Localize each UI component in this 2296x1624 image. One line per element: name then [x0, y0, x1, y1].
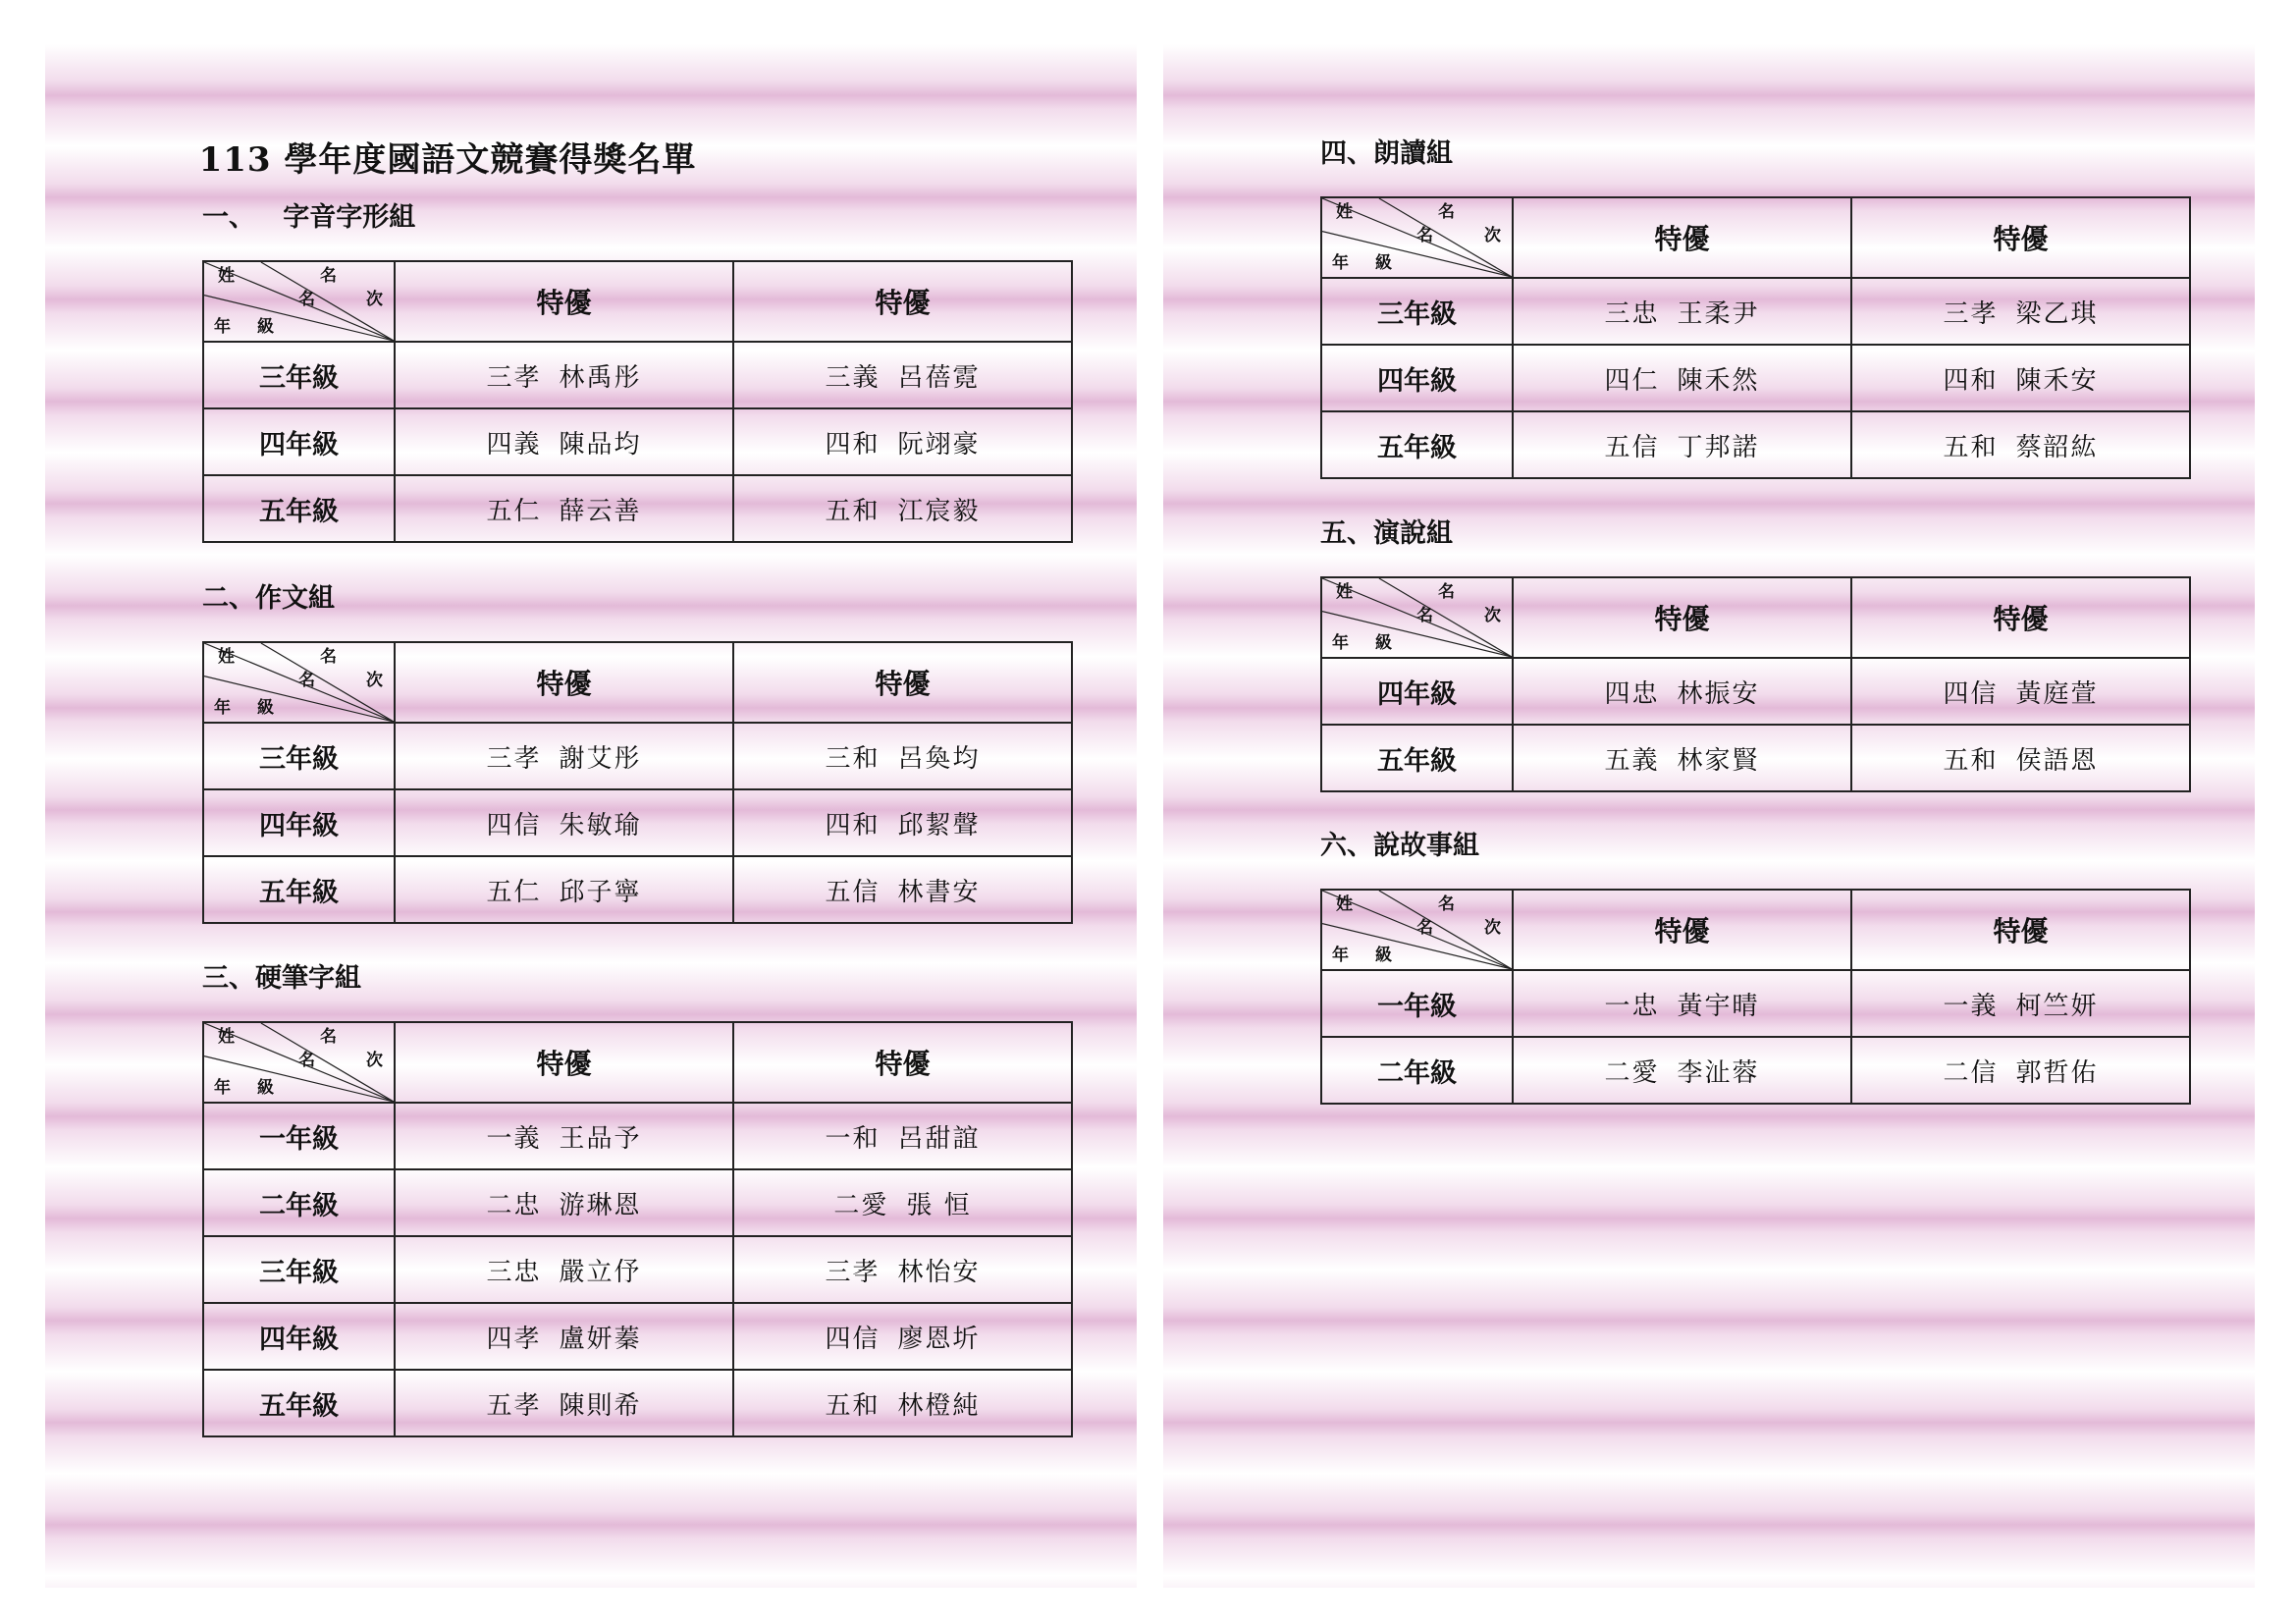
winner-cell	[1851, 345, 2190, 411]
awards-table	[1320, 889, 2191, 1105]
table-row	[1321, 278, 2190, 345]
table-row	[203, 1303, 1072, 1370]
winner-class: 四和	[825, 429, 881, 460]
section-composition	[202, 582, 1071, 924]
winner-cell	[733, 475, 1072, 542]
section-title: 五、演說組	[1320, 518, 1453, 549]
corner-label: 名	[1438, 894, 1455, 914]
table-row	[203, 475, 1072, 542]
section-title: 一、 字音字形組	[202, 202, 416, 233]
winner-cell	[395, 789, 733, 856]
winner-name: 郭哲佑	[2015, 1057, 2099, 1088]
rank-header: 特優	[1851, 197, 2190, 278]
diagonal-header-cell	[1321, 197, 1513, 278]
winner-cell	[1513, 411, 1851, 478]
winner-class: 五和	[825, 1390, 881, 1421]
diagonal-header-cell	[1321, 577, 1513, 658]
winner-class: 三孝	[825, 1257, 881, 1287]
corner-label: 名	[1438, 202, 1455, 222]
winner-class: 三孝	[486, 362, 542, 393]
winner-name: 林禹彤	[559, 362, 642, 393]
winner-name: 林書安	[897, 877, 981, 907]
winner-name: 侯語恩	[2015, 745, 2099, 776]
winner-class: 三義	[825, 362, 881, 393]
winner-cell	[1851, 278, 2190, 345]
winner-cell	[1851, 970, 2190, 1037]
section-speech	[1320, 517, 2189, 792]
winner-name: 薛云善	[559, 496, 642, 526]
winner-class: 三忠	[486, 1257, 542, 1287]
winner-name: 呂甜誼	[897, 1123, 981, 1154]
table-row	[203, 1103, 1072, 1169]
winner-class: 四忠	[1604, 678, 1660, 709]
header-row	[1321, 577, 2190, 658]
winner-name: 陳則希	[559, 1390, 642, 1421]
header-row	[203, 261, 1072, 342]
rank-header: 特優	[733, 261, 1072, 342]
awards-table	[202, 260, 1073, 543]
winner-class: 五和	[1943, 745, 1999, 776]
grade-cell: 四年級	[1321, 658, 1513, 725]
corner-label: 名	[1416, 918, 1433, 938]
winner-name: 朱敏瑜	[559, 810, 642, 840]
grade-cell: 三年級	[203, 723, 395, 789]
winner-cell	[1851, 658, 2190, 725]
winner-class: 五義	[1604, 745, 1660, 776]
corner-label: 年	[214, 698, 231, 718]
winner-class: 二忠	[486, 1190, 542, 1220]
table-row	[1321, 725, 2190, 791]
winner-name: 張 恒	[906, 1190, 972, 1220]
header-row	[1321, 890, 2190, 970]
table-row	[203, 1236, 1072, 1303]
corner-label: 次	[1484, 226, 1501, 245]
winner-cell	[733, 856, 1072, 923]
corner-label: 名	[320, 647, 337, 667]
rank-header: 特優	[1513, 890, 1851, 970]
winner-name: 陳禾安	[2015, 365, 2099, 396]
table-row	[1321, 658, 2190, 725]
awards-table	[202, 641, 1073, 924]
winner-cell	[1513, 658, 1851, 725]
corner-label: 次	[366, 671, 383, 690]
corner-label: 級	[1375, 633, 1392, 653]
winner-cell	[733, 1103, 1072, 1169]
winner-name: 林家賢	[1677, 745, 1760, 776]
winner-class: 四信	[825, 1324, 881, 1354]
winner-name: 陳品均	[559, 429, 642, 460]
corner-label: 級	[1375, 946, 1392, 965]
winner-class: 四和	[1943, 365, 1999, 396]
grade-cell: 二年級	[203, 1169, 395, 1236]
winner-cell	[1513, 725, 1851, 791]
table-row	[1321, 345, 2190, 411]
corner-label: 級	[257, 317, 274, 337]
rank-header: 特優	[1513, 577, 1851, 658]
rank-header: 特優	[1851, 577, 2190, 658]
grade-cell: 四年級	[1321, 345, 1513, 411]
diagonal-header-cell	[203, 642, 395, 723]
winner-cell	[733, 342, 1072, 408]
corner-label: 姓	[1336, 582, 1353, 602]
table-row	[1321, 970, 2190, 1037]
corner-label: 級	[257, 698, 274, 718]
winner-name: 邱絜聲	[897, 810, 981, 840]
grade-cell: 一年級	[203, 1103, 395, 1169]
table-row	[203, 408, 1072, 475]
winner-name: 丁邦諾	[1677, 432, 1760, 462]
grade-cell: 五年級	[203, 1370, 395, 1436]
winner-cell	[1513, 1037, 1851, 1104]
corner-label: 年	[1332, 946, 1349, 965]
corner-label: 級	[1375, 253, 1392, 273]
table-row	[1321, 411, 2190, 478]
winner-class: 五和	[825, 496, 881, 526]
winner-cell	[395, 475, 733, 542]
corner-label: 年	[214, 1078, 231, 1098]
winner-cell	[733, 789, 1072, 856]
grade-cell: 四年級	[203, 408, 395, 475]
grade-cell: 四年級	[203, 789, 395, 856]
winner-name: 阮翊豪	[897, 429, 981, 460]
winner-cell	[1851, 411, 2190, 478]
winner-cell	[395, 1303, 733, 1370]
winner-name: 廖恩圻	[897, 1324, 981, 1354]
winner-class: 五和	[1943, 432, 1999, 462]
corner-label: 年	[1332, 633, 1349, 653]
awards-table	[202, 1021, 1073, 1437]
winner-name: 林振安	[1677, 678, 1760, 709]
winner-cell	[395, 1370, 733, 1436]
winner-cell	[395, 408, 733, 475]
winner-name: 王柔尹	[1677, 298, 1760, 329]
header-row	[1321, 197, 2190, 278]
table-row	[203, 342, 1072, 408]
winner-cell	[395, 1103, 733, 1169]
grade-cell: 五年級	[1321, 725, 1513, 791]
winner-cell	[1851, 725, 2190, 791]
winner-class: 三忠	[1604, 298, 1660, 329]
winner-class: 三孝	[1943, 298, 1999, 329]
table-row	[203, 723, 1072, 789]
corner-label: 名	[320, 1027, 337, 1047]
rank-header: 特優	[395, 642, 733, 723]
winner-cell	[1513, 970, 1851, 1037]
grade-cell: 五年級	[203, 475, 395, 542]
section-title: 三、硬筆字組	[202, 963, 361, 994]
corner-label: 次	[1484, 606, 1501, 625]
winner-cell	[395, 856, 733, 923]
winner-name: 王品予	[559, 1123, 642, 1154]
winner-class: 一義	[486, 1123, 542, 1154]
awards-table	[1320, 196, 2191, 479]
winner-name: 呂蓓霓	[897, 362, 981, 393]
diagonal-header-cell	[203, 261, 395, 342]
corner-label: 次	[1484, 918, 1501, 938]
rank-header: 特優	[1513, 197, 1851, 278]
winner-cell	[395, 342, 733, 408]
winner-name: 梁乙琪	[2015, 298, 2099, 329]
right-page	[1163, 44, 2255, 1588]
winner-cell	[733, 723, 1072, 789]
winner-name: 謝艾彤	[559, 743, 642, 774]
winner-class: 二愛	[833, 1190, 889, 1220]
corner-label: 次	[366, 290, 383, 309]
grade-cell: 一年級	[1321, 970, 1513, 1037]
winner-class: 四義	[486, 429, 542, 460]
diagonal-header-cell	[1321, 890, 1513, 970]
rank-header: 特優	[395, 261, 733, 342]
winner-cell	[733, 1169, 1072, 1236]
left-page	[45, 44, 1137, 1588]
section-title: 四、朗讀組	[1320, 138, 1453, 169]
winner-class: 二愛	[1604, 1057, 1660, 1088]
grade-cell: 四年級	[203, 1303, 395, 1370]
winner-class: 五孝	[486, 1390, 542, 1421]
winner-cell	[1513, 278, 1851, 345]
section-recitation	[1320, 137, 2189, 479]
winner-class: 四和	[825, 810, 881, 840]
winner-cell	[395, 1169, 733, 1236]
corner-label: 級	[257, 1078, 274, 1098]
grade-cell: 五年級	[1321, 411, 1513, 478]
grade-cell: 三年級	[203, 342, 395, 408]
winner-cell	[395, 723, 733, 789]
corner-label: 姓	[218, 1027, 235, 1047]
winner-name: 林怡安	[897, 1257, 981, 1287]
winner-class: 二信	[1943, 1057, 1999, 1088]
section-title: 二、作文組	[202, 583, 335, 614]
section-storytelling	[1320, 830, 2189, 1105]
winner-name: 李沚蓉	[1677, 1057, 1760, 1088]
winner-name: 呂奐均	[897, 743, 981, 774]
corner-label: 次	[366, 1051, 383, 1070]
winner-class: 五信	[825, 877, 881, 907]
section-hard-pen-calligraphy	[202, 962, 1071, 1437]
corner-label: 名	[320, 266, 337, 286]
header-row	[203, 642, 1072, 723]
table-row	[1321, 1037, 2190, 1104]
corner-label: 名	[298, 1051, 315, 1070]
corner-label: 名	[1416, 606, 1433, 625]
winner-class: 一忠	[1604, 991, 1660, 1021]
corner-label: 年	[1332, 253, 1349, 273]
header-row	[203, 1022, 1072, 1103]
grade-cell: 五年級	[203, 856, 395, 923]
winner-name: 蔡韶紘	[2015, 432, 2099, 462]
corner-label: 名	[1416, 226, 1433, 245]
diagonal-header-cell	[203, 1022, 395, 1103]
winner-name: 嚴立伃	[559, 1257, 642, 1287]
winner-name: 黃庭萱	[2015, 678, 2099, 709]
corner-label: 名	[298, 671, 315, 690]
grade-cell: 二年級	[1321, 1037, 1513, 1104]
winner-class: 四信	[1943, 678, 1999, 709]
winner-name: 陳禾然	[1677, 365, 1760, 396]
grade-cell: 三年級	[1321, 278, 1513, 345]
corner-label: 姓	[218, 266, 235, 286]
corner-label: 名	[1438, 582, 1455, 602]
table-row	[203, 1370, 1072, 1436]
winner-class: 四孝	[486, 1324, 542, 1354]
winner-class: 四信	[486, 810, 542, 840]
winner-class: 三孝	[486, 743, 542, 774]
section-zi-yin-zi-xing	[202, 201, 1071, 543]
winner-name: 黃宇晴	[1677, 991, 1760, 1021]
winner-cell	[733, 1370, 1072, 1436]
grade-cell: 三年級	[203, 1236, 395, 1303]
corner-label: 姓	[1336, 202, 1353, 222]
winner-class: 四仁	[1604, 365, 1660, 396]
winner-name: 盧妍蓁	[559, 1324, 642, 1354]
rank-header: 特優	[395, 1022, 733, 1103]
winner-class: 五信	[1604, 432, 1660, 462]
winner-class: 一和	[825, 1123, 881, 1154]
table-row	[203, 1169, 1072, 1236]
document-title: 113 學年度國語文競賽得獎名單	[198, 140, 697, 180]
corner-label: 姓	[1336, 894, 1353, 914]
rank-header: 特優	[733, 1022, 1072, 1103]
section-title: 六、說故事組	[1320, 831, 1479, 861]
rank-header: 特優	[1851, 890, 2190, 970]
winner-cell	[733, 1303, 1072, 1370]
winner-class: 五仁	[486, 877, 542, 907]
winner-cell	[733, 408, 1072, 475]
winner-name: 林橙純	[897, 1390, 981, 1421]
corner-label: 名	[298, 290, 315, 309]
winner-cell	[733, 1236, 1072, 1303]
corner-label: 年	[214, 317, 231, 337]
winner-name: 江宸毅	[897, 496, 981, 526]
winner-name: 游琳恩	[559, 1190, 642, 1220]
rank-header: 特優	[733, 642, 1072, 723]
winner-name: 邱子寧	[559, 877, 642, 907]
winner-class: 一義	[1943, 991, 1999, 1021]
winner-cell	[1851, 1037, 2190, 1104]
table-row	[203, 856, 1072, 923]
winner-class: 五仁	[486, 496, 542, 526]
winner-cell	[395, 1236, 733, 1303]
winner-name: 柯竺妍	[2015, 991, 2099, 1021]
winner-class: 三和	[825, 743, 881, 774]
awards-table	[1320, 576, 2191, 792]
table-row	[203, 789, 1072, 856]
corner-label: 姓	[218, 647, 235, 667]
winner-cell	[1513, 345, 1851, 411]
